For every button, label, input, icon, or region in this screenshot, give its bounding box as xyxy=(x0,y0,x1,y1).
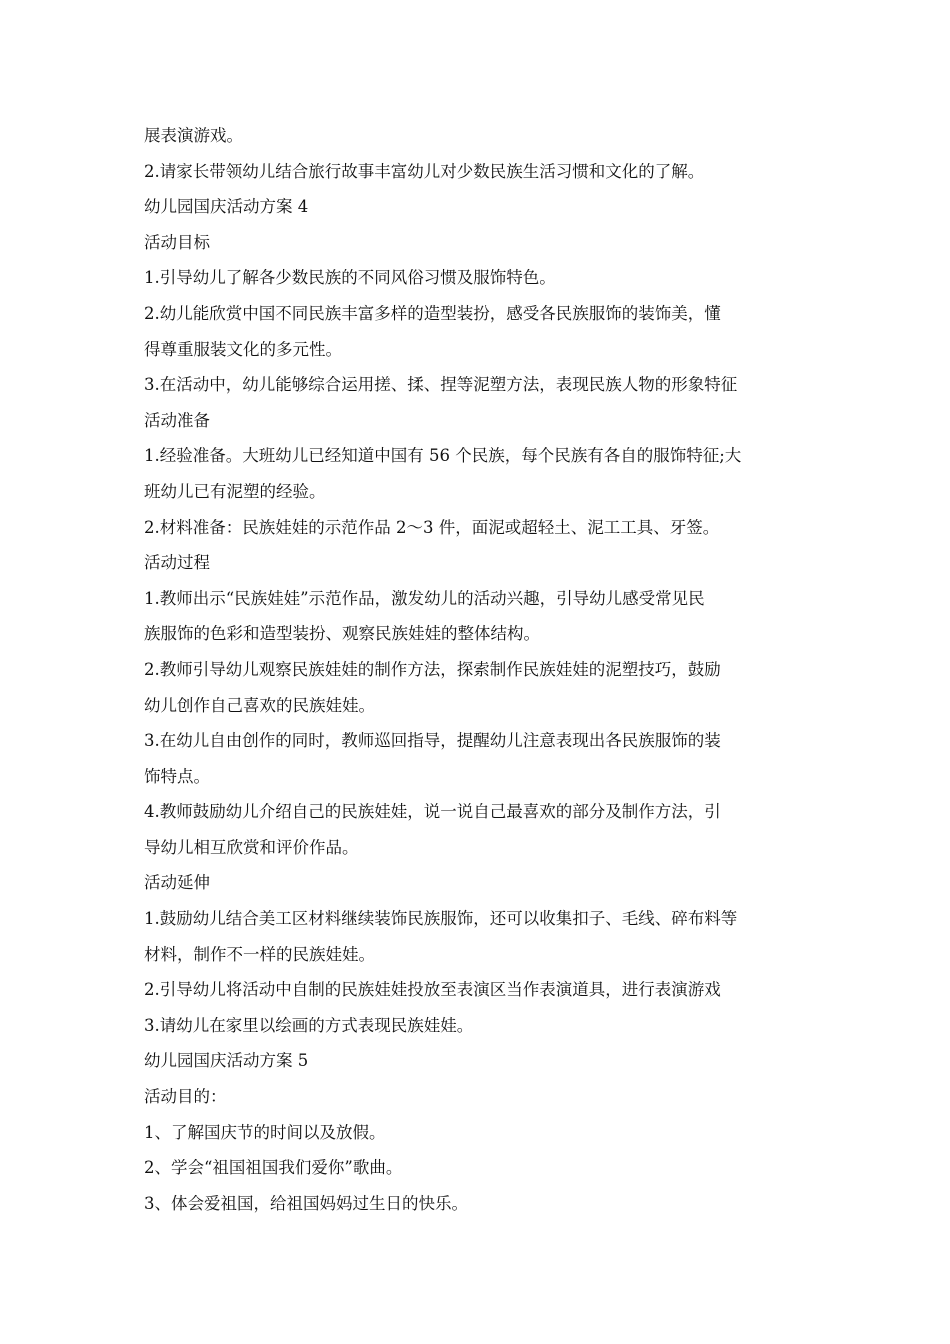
text-line: 族服饰的色彩和造型装扮、观察民族娃娃的整体结构。 xyxy=(144,624,540,644)
text-line: 1.引导幼儿了解各少数民族的不同风俗习惯及服饰特色。 xyxy=(144,268,556,288)
text-line: 1、了解国庆节的时间以及放假。 xyxy=(144,1122,386,1142)
text-line: 活动目标 xyxy=(144,232,210,252)
text-line: 2.材料准备：民族娃娃的示范作品 2～3 件，面泥或超轻土、泥工工具、牙签。 xyxy=(144,517,720,537)
text-line: 3.在幼儿自由创作的同时，教师巡回指导，提醒幼儿注意表现出各民族服饰的装 xyxy=(144,731,721,751)
text-line: 3.请幼儿在家里以绘画的方式表现民族娃娃。 xyxy=(144,1015,474,1035)
text-line: 1.鼓励幼儿结合美工区材料继续装饰民族服饰，还可以收集扣子、毛线、碎布料等 xyxy=(144,909,738,929)
text-line: 班幼儿已有泥塑的经验。 xyxy=(144,481,326,501)
text-line: 幼儿创作自己喜欢的民族娃娃。 xyxy=(144,695,375,715)
text-line: 3.在活动中，幼儿能够综合运用搓、揉、捏等泥塑方法，表现民族人物的形象特征 xyxy=(144,375,738,395)
text-line: 饰特点。 xyxy=(144,766,210,786)
text-line: 活动过程 xyxy=(144,553,210,573)
text-line: 展表演游戏。 xyxy=(144,126,243,145)
text-line: 活动目的： xyxy=(144,1087,227,1107)
text-line: 活动延伸 xyxy=(144,873,210,893)
text-line: 2.幼儿能欣赏中国不同民族丰富多样的造型装扮，感受各民族服饰的装饰美，懂 xyxy=(144,303,721,323)
text-line: 2.请家长带领幼儿结合旅行故事丰富幼儿对少数民族生活习惯和文化的了解。 xyxy=(144,161,705,181)
text-line: 1.教师出示“民族娃娃”示范作品，激发幼儿的活动兴趣，引导幼儿感受常见民 xyxy=(144,588,705,608)
text-line: 2.引导幼儿将活动中自制的民族娃娃投放至表演区当作表演道具，进行表演游戏 xyxy=(144,980,721,1000)
text-line: 2.教师引导幼儿观察民族娃娃的制作方法，探索制作民族娃娃的泥塑技巧，鼓励 xyxy=(144,659,721,679)
text-line: 活动准备 xyxy=(144,410,210,430)
text-line: 3、体会爱祖国，给祖国妈妈过生日的快乐。 xyxy=(144,1193,468,1213)
text-line: 1.经验准备。大班幼儿已经知道中国有 56 个民族，每个民族有各自的服饰特征;大 xyxy=(144,446,742,466)
text-line: 材料，制作不一样的民族娃娃。 xyxy=(144,944,375,964)
text-line: 幼儿园国庆活动方案 4 xyxy=(144,197,309,217)
text-line: 幼儿园国庆活动方案 5 xyxy=(144,1051,309,1071)
document-page xyxy=(144,118,808,1221)
text-line: 导幼儿相互欣赏和评价作品。 xyxy=(144,837,359,857)
text-line: 得尊重服装文化的多元性。 xyxy=(144,339,342,359)
text-line: 4.教师鼓励幼儿介绍自己的民族娃娃，说一说自己最喜欢的部分及制作方法，引 xyxy=(144,802,721,822)
text-line: 2、学会“祖国祖国我们爱你”歌曲。 xyxy=(144,1158,403,1178)
